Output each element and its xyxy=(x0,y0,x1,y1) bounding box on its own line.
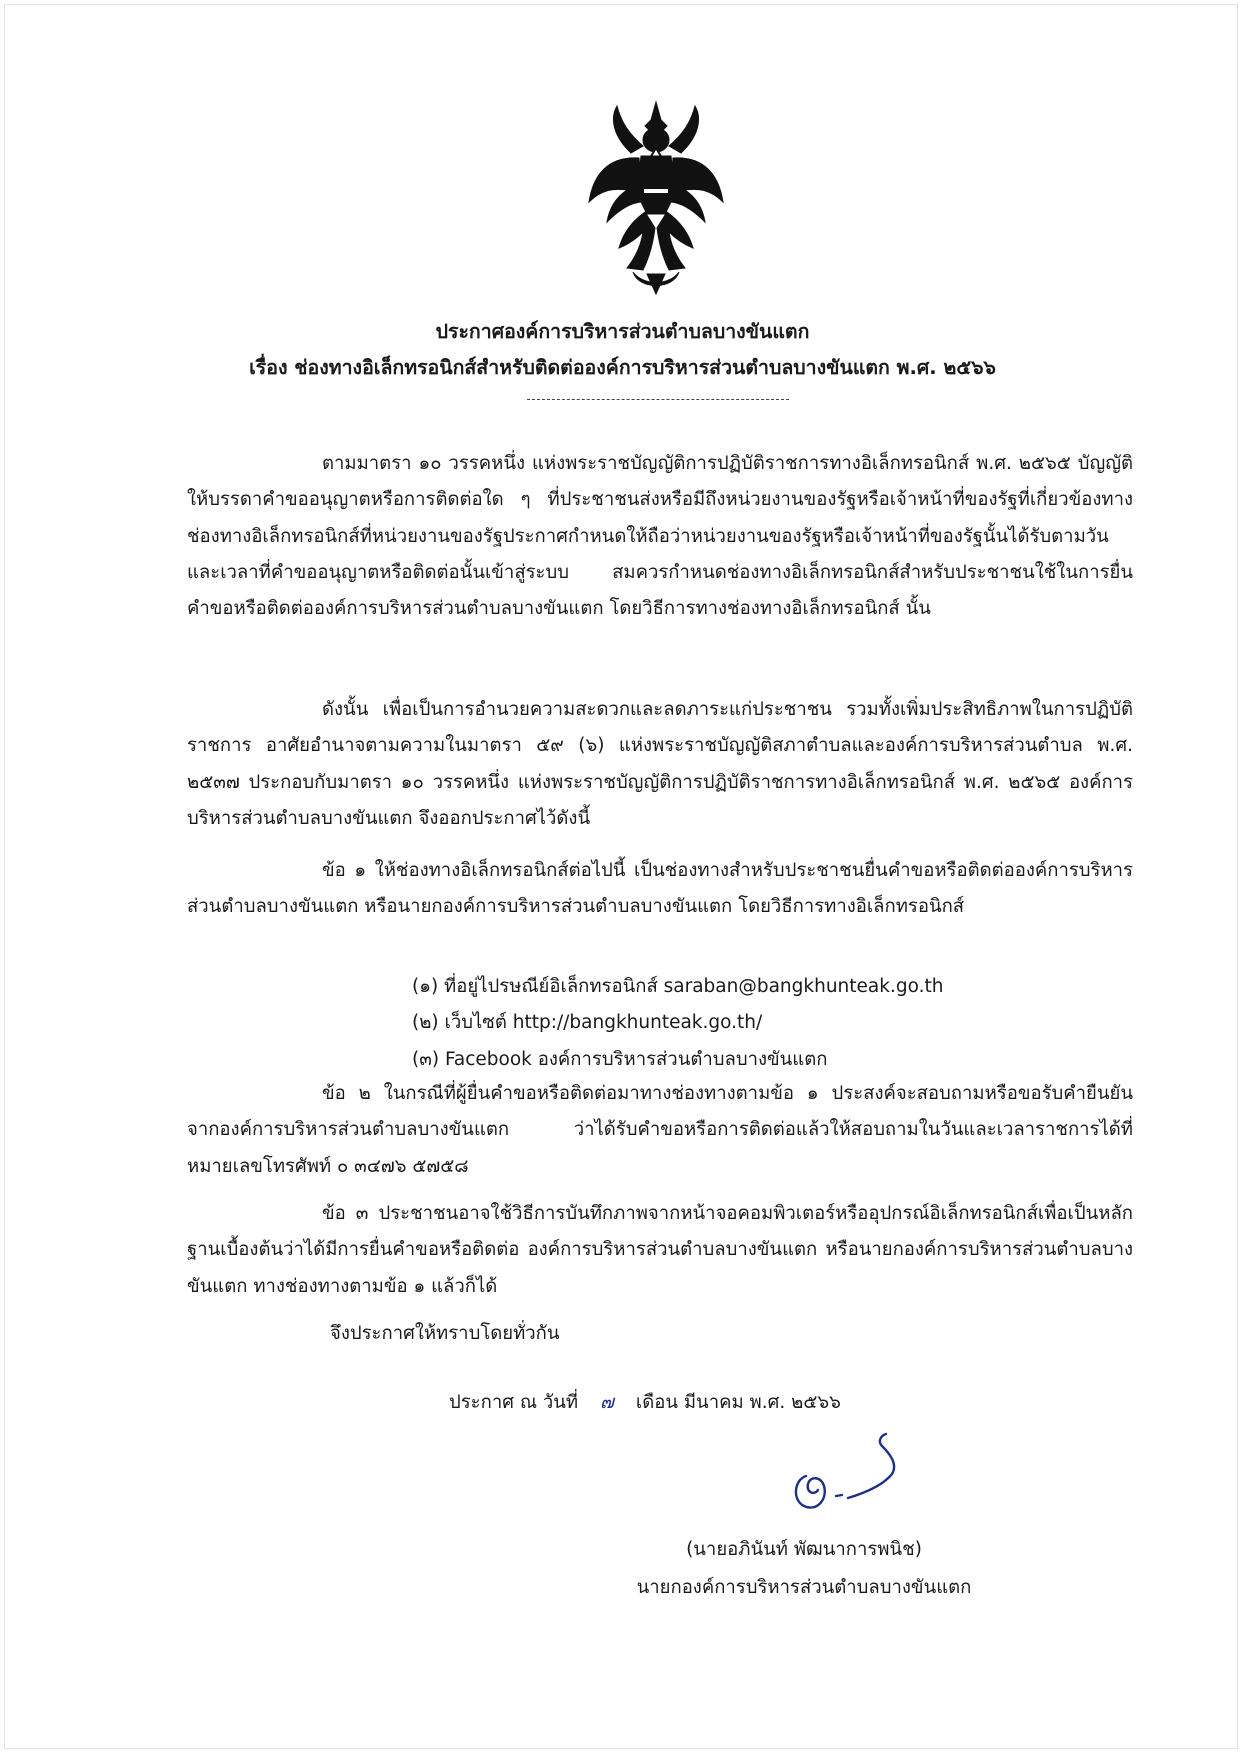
paragraph-1-text: ตามมาตรา ๑๐ วรรคหนึ่ง แห่งพระราชบัญญัติการปฏิบัติราชการทางอิเล็กทรอนิกส์ พ.ศ. ๒๕๖๕ บัญญัติให้บรรดาคำขออนุญาตหรือการติดต่อใด ๆ ที่ประชาชนส่งหรือมีถึงหน่วยงานของรัฐหรือเจ้าหน้าที่ของรัฐที่เกี่ยวข้องทางช่องทางอิเล็กทรอนิกส์ที่หน่วยงานของรัฐประกาศกำหนดให้ถือว่าหน่วยงานของรัฐหรือเจ้าหน้าที่ของรัฐนั้นได้รับตามวันและเวลาที่คำขออนุญาตหรือติดต่อนั้นเข้าสู่ระบบ สมควรกำหนดช่องทางอิเล็กทรอนิกส์สำหรับประชาชนใช้ในการยื่นคำขอหรือติดต่อองค์การบริหารส่วนตำบลบางขันแตก โดยวิธีการทางช่องทางอิเล็กทรอนิกส์ นั้น xyxy=(187,453,1133,620)
announcement-subject: เรื่อง ช่องทางอิเล็กทรอนิกส์สำหรับติดต่อองค์การบริหารส่วนตำบลบางขันแตก พ.ศ. ๒๕๖๖ xyxy=(249,356,996,379)
date-prefix: ประกาศ ณ วันที่ xyxy=(449,1392,579,1413)
channel-website: (๒) เว็บไซต์ http://bangkhunteak.go.th/ xyxy=(412,1012,763,1033)
closing-statement: จึงประกาศให้ทราบโดยทั่วกัน xyxy=(330,1323,560,1344)
paragraph-2-text: ดังนั้น เพื่อเป็นการอำนวยความสะดวกและลดภาระแก่ประชาชน รวมทั้งเพิ่มประสิทธิภาพในการปฏิบัติราชการ อาศัยอำนาจตามความในมาตรา ๕๙ (๖) แห่งพระราชบัญญัติสภาตำบลและองค์การบริหารส่วนตำบล พ.ศ. ๒๕๓๗ ประกอบกับมาตรา ๑๐ วรรคหนึ่ง แห่งพระราชบัญญัติการปฏิบัติราชการทางอิเล็กทรอนิกส์ พ.ศ. ๒๕๖๕ องค์การบริหารส่วนตำบลบางขันแตก จึงออกประกาศไว้ดังนี้ xyxy=(187,699,1133,829)
clause-2 xyxy=(187,1076,1133,1185)
paragraph-2 xyxy=(187,692,1133,837)
announcement-title: ประกาศองค์การบริหารส่วนตำบลบางขันแตก xyxy=(435,320,810,343)
channel-email: (๑) ที่อยู่ไปรษณีย์อิเล็กทรอนิกส์ saraban@bangkhunteak.go.th xyxy=(412,976,944,997)
clause-3 xyxy=(187,1196,1133,1305)
clause-2-text: ข้อ ๒ ในกรณีที่ผู้ยื่นคำขอหรือติดต่อมาทางช่องทางตามข้อ ๑ ประสงค์จะสอบถามหรือขอรับคำยืนยันจากองค์การบริหารส่วนตำบลบางขันแตก ว่าได้รับคำขอหรือการติดต่อแล้วให้สอบถามในวันและเวลาราชการได้ที่ หมายเลขโทรศัพท์ ๐ ๓๔๗๖ ๕๗๕๘ xyxy=(187,1083,1133,1177)
clause-3-text: ข้อ ๓ ประชาชนอาจใช้วิธีการบันทึกภาพจากหน้าจอคอมพิวเตอร์หรืออุปกรณ์อิเล็กทรอนิกส์เพื่อเป็นหลักฐานเบื้องต้นว่าได้มีการยื่นคำขอหรือติดต่อ องค์การบริหารส่วนตำบลบางขันแตก หรือนายกองค์การบริหารส่วนตำบลบางขันแตก ทางช่องทางตามข้อ ๑ แล้วก็ได้ xyxy=(187,1203,1133,1297)
garuda-emblem xyxy=(587,98,725,298)
clause-1 xyxy=(187,853,1133,926)
signer-name: (นายอภินันท์ พัฒนาการพนิช) xyxy=(686,1539,922,1560)
handwritten-signature xyxy=(778,1418,928,1518)
title-divider xyxy=(527,399,789,400)
date-suffix: เดือน มีนาคม พ.ศ. ๒๕๖๖ xyxy=(635,1392,841,1413)
channel-facebook: (๓) Facebook องค์การบริหารส่วนตำบลบางขันแตก xyxy=(412,1049,828,1070)
announcement-date xyxy=(449,1388,841,1418)
paragraph-1 xyxy=(187,446,1133,627)
date-day-handwritten: ๗ xyxy=(600,1392,614,1413)
signer-position: นายกองค์การบริหารส่วนตำบลบางขันแตก xyxy=(636,1577,972,1598)
clause-1-text: ข้อ ๑ ให้ช่องทางอิเล็กทรอนิกส์ต่อไปนี้ เป็นช่องทางสำหรับประชาชนยื่นคำขอหรือติดต่อองค์การบริหารส่วนตำบลบางขันแตก หรือนายกองค์การบริหารส่วนตำบลบางขันแตก โดยวิธีการทางอิเล็กทรอนิกส์ xyxy=(187,860,1133,918)
